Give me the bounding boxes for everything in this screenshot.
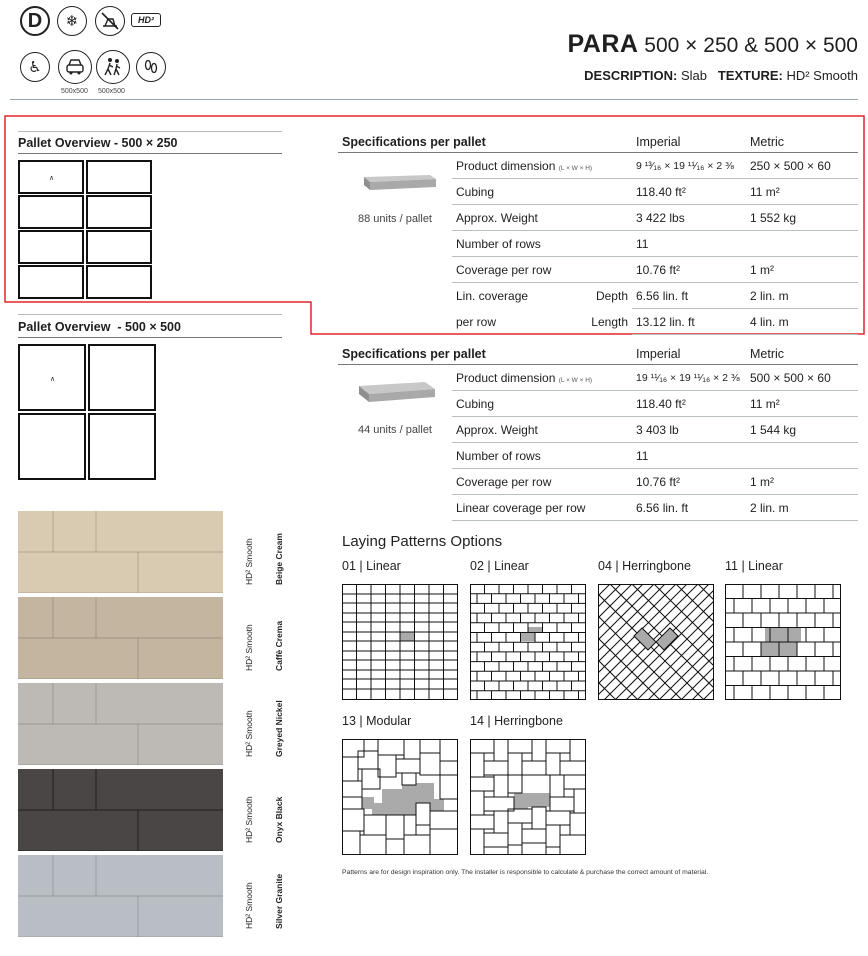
swatch-color-name: Onyx Black (274, 796, 284, 843)
pallet1-slab (18, 160, 84, 194)
pallet1-slab (86, 230, 152, 264)
pattern-13-modular (342, 739, 458, 855)
spec-metric: 1 552 kg (746, 205, 858, 231)
pattern-01-linear (342, 584, 458, 700)
swatch-color-name: Beige Cream (274, 533, 284, 585)
color-swatch (18, 511, 223, 593)
spec-label: Linear coverage per row (452, 495, 632, 521)
spec-metric: 2 lin. m (746, 283, 858, 309)
pattern-14-herringbone (470, 739, 586, 855)
wheelchair-icon: ♿ (20, 52, 50, 82)
spec-header: Specifications per pallet (338, 132, 632, 153)
color-swatch (18, 597, 223, 679)
pallet1-slab (18, 265, 84, 299)
pallet2-title: Pallet Overview - 500 × 500 (18, 320, 181, 334)
spec-row (338, 179, 858, 205)
pedestrian-caption: 500x500 (98, 88, 125, 95)
swatch-texture-label: HD² Smooth (244, 624, 254, 671)
spec-row (338, 417, 858, 443)
footprint-icon (136, 52, 166, 82)
length-label: Length (591, 314, 628, 329)
metric-header: Metric (746, 132, 858, 153)
spec-imperial: 3 422 lbs (632, 205, 746, 231)
orientation-arrow: ∧ (50, 376, 56, 383)
pallet1-slab (86, 160, 152, 194)
spec-metric: 4 lin. m (746, 309, 858, 335)
texture-label: TEXTURE: (717, 68, 783, 83)
pallet1-title: Pallet Overview - 500 × 250 (18, 136, 178, 150)
spec-label: Product dimension (456, 370, 556, 385)
spec-row (338, 153, 858, 179)
description-value: Slab (680, 68, 707, 83)
color-swatch (18, 855, 223, 937)
spec-header-row (338, 344, 858, 365)
patterns-disclaimer: Patterns are for design inspiration only. The installer is responsible to calculate & purchase the correct amount of material. (342, 869, 709, 876)
pallet1-slab (18, 195, 84, 229)
spec-header: Specifications per pallet (338, 344, 632, 365)
spec-row (338, 205, 858, 231)
swatch-color-name: Silver Granite (274, 873, 284, 929)
pattern-label: 13 | Modular (342, 714, 412, 728)
pallet1-top-rule (18, 131, 282, 132)
texture-value: HD² Smooth (786, 68, 858, 83)
product-name: PARA (567, 30, 639, 58)
spec-label: Number of rows (452, 231, 632, 257)
pattern-11-linear (725, 584, 841, 700)
swatch-texture-label: HD² Smooth (244, 710, 254, 757)
spec-table-500x500 (338, 344, 858, 521)
pallet2-slab (88, 413, 156, 480)
pallet2-slab (88, 344, 156, 411)
spec-row (338, 495, 858, 521)
snowflake-icon: ❄ (57, 6, 87, 36)
spec-label: Approx. Weight (452, 417, 632, 443)
spec-imperial: 9 ¹³⁄₁₆ × 19 ¹¹⁄₁₆ × 2 ⅜ (632, 153, 746, 179)
product-title (567, 30, 858, 59)
imperial-header: Imperial (632, 344, 746, 365)
swatch-texture-label: HD² Smooth (244, 882, 254, 929)
spec-metric (746, 231, 858, 257)
spec-metric: 11 m² (746, 179, 858, 205)
durability-class-badge: D (20, 6, 50, 36)
spec-row (338, 231, 858, 257)
pattern-label: 01 | Linear (342, 559, 401, 573)
spec-row (338, 469, 858, 495)
spec-header-row (338, 132, 858, 153)
spec-imperial: 10.76 ft² (632, 469, 746, 495)
spec-imperial: 19 ¹¹⁄₁₆ × 19 ¹¹⁄₁₆ × 2 ⅜ (632, 365, 746, 391)
pallet1-slab (86, 265, 152, 299)
color-swatch (18, 769, 223, 851)
spec-sublabel: (L × W × H) (558, 164, 593, 172)
pallet1-title-rule (18, 153, 282, 154)
pattern-label: 11 | Linear (725, 559, 783, 573)
spec-label: Coverage per row (452, 257, 632, 283)
pallet1-slab (86, 195, 152, 229)
lin-coverage-label: Lin. coverage (456, 288, 529, 303)
spec-label: Coverage per row (452, 469, 632, 495)
spec-metric: 250 × 500 × 60 (746, 153, 858, 179)
swatch-texture-label: HD² Smooth (244, 796, 254, 843)
spec-row (338, 443, 858, 469)
hd2-badge: HD² (131, 13, 161, 27)
swatch-texture-label: HD² Smooth (244, 538, 254, 585)
imperial-header: Imperial (632, 132, 746, 153)
spec-metric: 1 m² (746, 257, 858, 283)
spec-label: Cubing (452, 179, 632, 205)
spec-label: Product dimension (456, 158, 556, 173)
pattern-02-linear (470, 584, 586, 700)
spec-sublabel: (L × W × H) (558, 376, 593, 384)
patterns-title: Laying Patterns Options (342, 533, 503, 550)
color-swatch (18, 683, 223, 765)
spec-row (338, 365, 858, 391)
car-icon (58, 50, 92, 84)
no-salt-icon (95, 6, 125, 36)
vehicle-caption: 500x500 (61, 88, 88, 95)
pattern-label: 04 | Herringbone (598, 559, 691, 573)
depth-label: Depth (595, 288, 628, 303)
metric-header: Metric (746, 344, 858, 365)
spec-imperial: 3 403 lb (632, 417, 746, 443)
spec-label: Cubing (452, 391, 632, 417)
spec-imperial: 6.56 lin. ft (632, 495, 746, 521)
units-per-pallet: 44 units / pallet (358, 424, 432, 436)
header-divider (10, 99, 858, 100)
spec-imperial: 118.40 ft² (632, 179, 746, 205)
spec-imperial: 13.12 lin. ft (632, 309, 746, 335)
swatch-color-name: Greyed Nickel (274, 700, 284, 757)
spec-imperial: 11 (632, 231, 746, 257)
spec-imperial: 6.56 lin. ft (632, 283, 746, 309)
orientation-arrow: ∧ (49, 175, 55, 182)
pallet1-slab (18, 230, 84, 264)
pallet2-slab (18, 344, 86, 411)
spec-label: Approx. Weight (452, 205, 632, 231)
spec-metric: 500 × 500 × 60 (746, 365, 858, 391)
spec-metric (746, 443, 858, 469)
pallet2-top-rule (18, 314, 282, 315)
spec-metric: 1 544 kg (746, 417, 858, 443)
lin-coverage-label-2: per row (456, 314, 497, 329)
units-per-pallet: 88 units / pallet (358, 213, 432, 225)
spec-row (338, 257, 858, 283)
walking-icon (96, 50, 130, 84)
pattern-04-herringbone (598, 584, 714, 700)
pallet2-slab (18, 413, 86, 480)
spec-label: Number of rows (452, 443, 632, 469)
swatch-color-name: Caffè Crema (274, 620, 284, 671)
product-sizes: 500 × 250 & 500 × 500 (644, 34, 858, 57)
product-description (584, 68, 858, 83)
pattern-label: 14 | Herringbone (470, 714, 563, 728)
spec-imperial: 11 (632, 443, 746, 469)
spec-metric: 1 m² (746, 469, 858, 495)
spec-table-500x250 (338, 132, 858, 335)
spec-imperial: 10.76 ft² (632, 257, 746, 283)
spec-row (338, 283, 858, 309)
description-label: DESCRIPTION: (584, 68, 678, 83)
spec-row (338, 309, 858, 335)
pattern-label: 02 | Linear (470, 559, 529, 573)
spec-imperial: 118.40 ft² (632, 391, 746, 417)
pallet2-title-rule (18, 337, 282, 338)
spec-metric: 2 lin. m (746, 495, 858, 521)
spec-row (338, 391, 858, 417)
spec-metric: 11 m² (746, 391, 858, 417)
